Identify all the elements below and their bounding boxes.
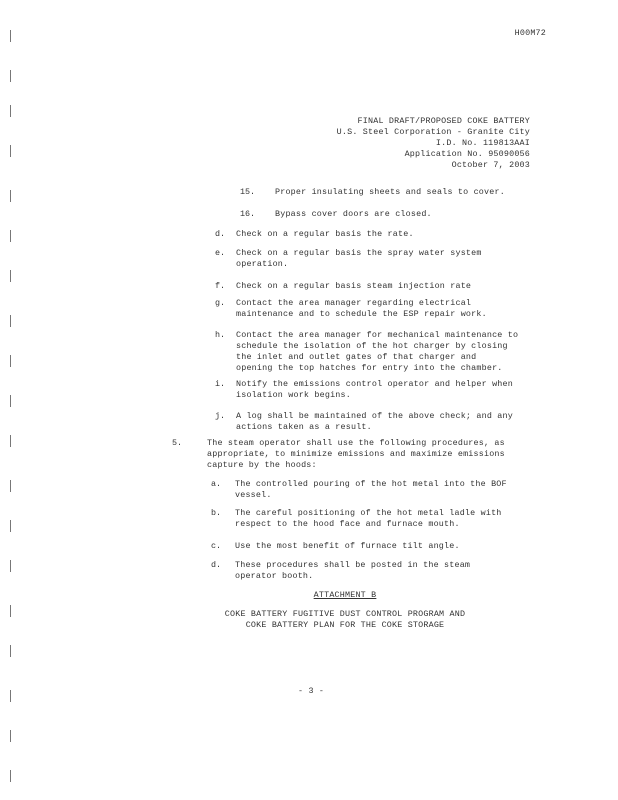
- item-number: j.: [215, 411, 226, 421]
- sub-item-text: respect to the hood face and furnace mouth.: [235, 519, 460, 529]
- sub-item-text: The controlled pouring of the hot metal into the BOF: [235, 479, 507, 489]
- header-line: I.D. No. 119813AAI: [435, 138, 530, 148]
- item-text: Notify the emissions control operator and helper when: [236, 379, 513, 389]
- header-line: October 7, 2003: [451, 160, 530, 170]
- binding-mark: [10, 315, 16, 327]
- page-number: - 3 -: [298, 686, 325, 696]
- item-text: Proper insulating sheets and seals to cover.: [275, 187, 505, 197]
- binding-mark: [10, 145, 16, 157]
- binding-mark: [10, 30, 16, 42]
- paragraph-text: capture by the hoods:: [207, 460, 317, 470]
- item-text: Contact the area manager for mechanical maintenance to: [236, 330, 519, 340]
- item-number: d.: [215, 229, 226, 239]
- item-number: i.: [215, 379, 226, 389]
- binding-mark: [10, 70, 16, 82]
- binding-mark: [10, 435, 16, 447]
- sub-item-text: These procedures shall be posted in the steam: [235, 560, 471, 570]
- item-text: A log shall be maintained of the above check; and any: [236, 411, 513, 421]
- binding-mark: [10, 190, 16, 202]
- sub-item-text: operator booth.: [235, 571, 314, 581]
- sub-item-number: c.: [211, 541, 222, 551]
- item-number: 16.: [240, 209, 256, 219]
- item-text: Check on a regular basis the rate.: [236, 229, 414, 239]
- item-text: schedule the isolation of the hot charger by closing: [236, 341, 508, 351]
- item-text: maintenance and to schedule the ESP repair work.: [236, 309, 487, 319]
- sub-item-text: Use the most benefit of furnace tilt angle.: [235, 541, 460, 551]
- paragraph-number: 5.: [172, 438, 183, 448]
- binding-mark: [10, 560, 16, 572]
- sub-item-number: b.: [211, 508, 222, 518]
- binding-mark: [10, 730, 16, 742]
- binding-mark: [10, 105, 16, 117]
- item-text: operation.: [236, 259, 289, 269]
- item-number: 15.: [240, 187, 256, 197]
- item-number: g.: [215, 298, 226, 308]
- item-text: the inlet and outlet gates of that charger and: [236, 352, 477, 362]
- header-line: FINAL DRAFT/PROPOSED COKE BATTERY: [357, 116, 530, 126]
- item-number: h.: [215, 330, 226, 340]
- document-id: H00M72: [514, 28, 546, 38]
- binding-mark: [10, 230, 16, 242]
- item-text: opening the top hatches for entry into the chamber.: [236, 363, 503, 373]
- item-number: f.: [215, 281, 226, 291]
- header-line: Application No. 95090056: [404, 149, 530, 159]
- binding-mark: [10, 645, 16, 657]
- item-text: Bypass cover doors are closed.: [275, 209, 432, 219]
- sub-item-number: a.: [211, 479, 222, 489]
- paragraph-text: appropriate, to minimize emissions and maximize emissions: [207, 449, 505, 459]
- binding-mark: [10, 520, 16, 532]
- binding-mark: [10, 480, 16, 492]
- item-text: Check on a regular basis steam injection rate: [236, 281, 472, 291]
- binding-mark: [10, 395, 16, 407]
- binding-mark: [10, 690, 16, 702]
- binding-mark: [10, 605, 16, 617]
- binding-mark: [10, 770, 16, 782]
- item-text: Contact the area manager regarding electrical: [236, 298, 472, 308]
- sub-item-text: The careful positioning of the hot metal ladle with: [235, 508, 502, 518]
- paragraph-text: The steam operator shall use the following procedures, as: [207, 438, 505, 448]
- binding-mark: [10, 355, 16, 367]
- attachment-subtitle: COKE BATTERY FUGITIVE DUST CONTROL PROGRAM AND: [224, 609, 466, 619]
- binding-mark: [10, 270, 16, 282]
- sub-item-number: d.: [211, 560, 222, 570]
- item-text: isolation work begins.: [236, 390, 351, 400]
- attachment-subtitle: COKE BATTERY PLAN FOR THE COKE STORAGE: [245, 620, 445, 630]
- sub-item-text: vessel.: [235, 490, 272, 500]
- header-line: U.S. Steel Corporation - Granite City: [336, 127, 530, 137]
- item-text: actions taken as a result.: [236, 422, 372, 432]
- attachment-title: ATTACHMENT B: [313, 590, 377, 600]
- item-text: Check on a regular basis the spray water system: [236, 248, 482, 258]
- item-number: e.: [215, 248, 226, 258]
